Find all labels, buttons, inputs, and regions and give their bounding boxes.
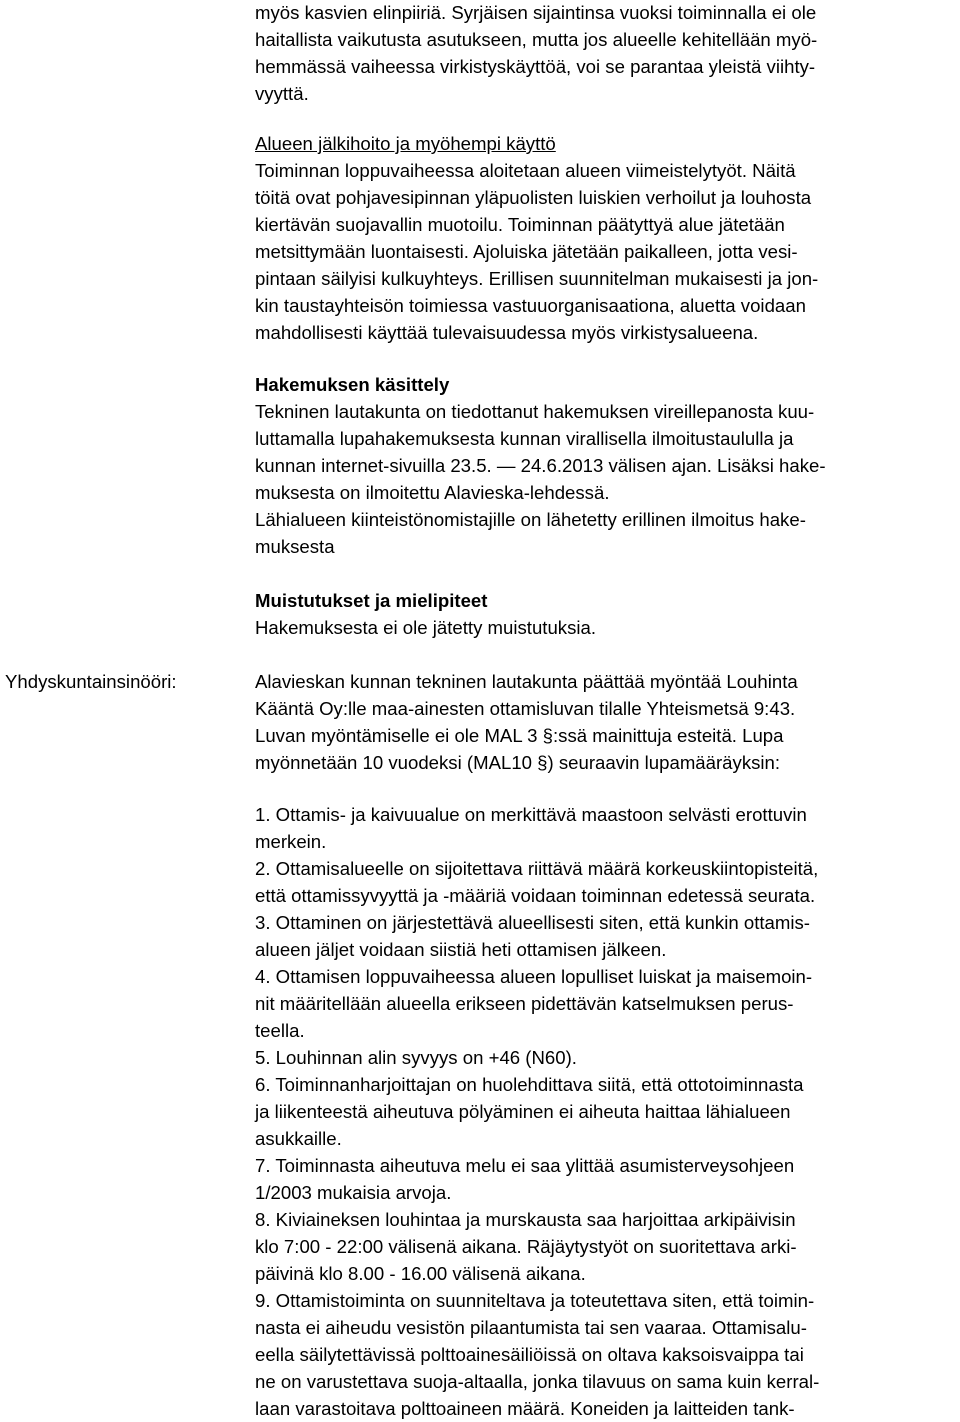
text-line: haitallista vaikutusta asutukseen, mutta jos alueelle kehitellään myö- xyxy=(255,29,818,50)
text-line: Kääntä Oy:lle maa-ainesten ottamisluvan tilalle Yhteismetsä 9:43. xyxy=(255,698,796,719)
list-item: asukkaille. xyxy=(255,1128,342,1149)
text-line: myönnetään 10 vuodeksi (MAL10 §) seuraavin lupamääräyksin: xyxy=(255,752,781,773)
text-line: Alavieskan kunnan tekninen lautakunta päättää myöntää Louhinta xyxy=(255,671,798,692)
processing-section xyxy=(255,371,955,560)
text-line xyxy=(255,346,955,373)
text-line: muksesta on ilmoitettu Alavieska-lehdessä. xyxy=(255,482,610,503)
list-item: alueen jäljet voidaan siistiä heti ottamisen jälkeen. xyxy=(255,939,667,960)
text-line: Luvan myöntämiselle ei ole MAL 3 §:ssä mainittuja esteitä. Lupa xyxy=(255,725,784,746)
text-line: Tekninen lautakunta on tiedottanut hakemuksen vireillepanosta kuu- xyxy=(255,401,815,422)
objections-section xyxy=(255,587,955,641)
text-line: luttamalla lupahakemuksesta kunnan virallisella ilmoitustaululla ja xyxy=(255,428,794,449)
list-item: merkein. xyxy=(255,831,327,852)
conditions-list xyxy=(255,801,955,1422)
text-line: hemmässä vaiheessa virkistyskäyttöä, voi se parantaa yleistä viihty- xyxy=(255,56,816,77)
list-item: nit määritellään alueella erikseen pidettävän katselmuksen perus- xyxy=(255,993,794,1014)
list-item: eella säilytettävissä polttoainesäiliöissä on oltava kaksoisvaippa tai xyxy=(255,1344,804,1365)
list-item: 3. Ottaminen on järjestettävä alueellisesti siten, että kunkin ottamis- xyxy=(255,912,810,933)
aftercare-heading: Alueen jälkihoito ja myöhempi käyttö xyxy=(255,133,556,154)
list-item: että ottamissyvyyttä ja -määriä voidaan toiminnan edetessä seurata. xyxy=(255,885,816,906)
text-line: kiertävän suojavallin muotoilu. Toiminnan päätyttyä alue jätetään xyxy=(255,214,785,235)
list-item: 6. Toiminnanharjoittajan on huolehdittava siitä, että ottotoiminnasta xyxy=(255,1074,804,1095)
text-line: kunnan internet-sivuilla 23.5. — 24.6.2013 välisen ajan. Lisäksi hake- xyxy=(255,455,826,476)
aftercare-section xyxy=(255,130,955,373)
list-item: 9. Ottamistoiminta on suunniteltava ja toteutettava siten, että toimin- xyxy=(255,1290,815,1311)
list-item: 7. Toiminnasta aiheutuva melu ei saa ylittää asumisterveysohjeen xyxy=(255,1155,795,1176)
list-item: laan varastoitava polttoaineen määrä. Koneiden ja laitteiden tank- xyxy=(255,1398,795,1419)
list-item: 1. Ottamis- ja kaivuualue on merkittävä maastoon selvästi erottuvin xyxy=(255,804,807,825)
list-item: teella. xyxy=(255,1020,305,1041)
text-line: metsittymään luontaisesti. Ajoluiska jätetään paikalleen, jotta vesi- xyxy=(255,241,798,262)
list-item: nasta ei aiheudu vesistön pilaantumista tai sen vaaraa. Ottamisalu- xyxy=(255,1317,807,1338)
text-line: töitä ovat pohjavesipinnan yläpuolisten luiskien verhoilut ja louhosta xyxy=(255,187,812,208)
text-line: kin taustayhteisön toimiessa vastuuorganisaationa, aluetta voidaan xyxy=(255,295,806,316)
list-item: 2. Ottamisalueelle on sijoitettava riittävä määrä korkeuskiintopisteitä, xyxy=(255,858,819,879)
text-line: muksesta xyxy=(255,536,335,557)
text-line: pintaan säilyisi kulkuyhteys. Erillisen suunnitelman mukaisesti ja jon- xyxy=(255,268,819,289)
text-line: Hakemuksesta ei ole jätetty muistutuksia. xyxy=(255,617,597,638)
list-item: päivinä klo 8.00 - 16.00 välisenä aikana. xyxy=(255,1263,586,1284)
list-item: ja liikenteestä aiheutuva pölyäminen ei aiheuta haittaa lähialueen xyxy=(255,1101,791,1122)
text-line: Toiminnan loppuvaiheessa aloitetaan alueen viimeistelytyöt. Näitä xyxy=(255,160,796,181)
list-item: 8. Kiviaineksen louhintaa ja murskausta saa harjoittaa arkipäivisin xyxy=(255,1209,796,1230)
proposal-section xyxy=(255,668,955,776)
list-item: klo 7:00 - 22:00 välisenä aikana. Räjäytystyöt on suoritettava arki- xyxy=(255,1236,797,1257)
list-item: 4. Ottamisen loppuvaiheessa alueen lopulliset luiskat ja maisemoin- xyxy=(255,966,813,987)
text-line: Lähialueen kiinteistönomistajille on lähetetty erillinen ilmoitus hake- xyxy=(255,509,806,530)
text-line: mahdollisesti käyttää tulevaisuudessa myös virkistysalueena. xyxy=(255,322,759,343)
list-item: 1/2003 mukaisia arvoja. xyxy=(255,1182,452,1203)
intro-paragraph xyxy=(255,0,955,107)
list-item: ne on varustettava suoja-altaalla, jonka tilavuus on sama kuin kerral- xyxy=(255,1371,820,1392)
objections-heading: Muistutukset ja mielipiteet xyxy=(255,590,488,611)
processing-heading: Hakemuksen käsittely xyxy=(255,374,450,395)
text-line: myös kasvien elinpiiriä. Syrjäisen sijaintinsa vuoksi toiminnalla ei ole xyxy=(255,2,817,23)
list-item: 5. Louhinnan alin syvyys on +46 (N60). xyxy=(255,1047,577,1068)
text-line: vyyttä. xyxy=(255,83,309,104)
presenter-label: Yhdyskuntainsinööri: xyxy=(5,671,177,692)
